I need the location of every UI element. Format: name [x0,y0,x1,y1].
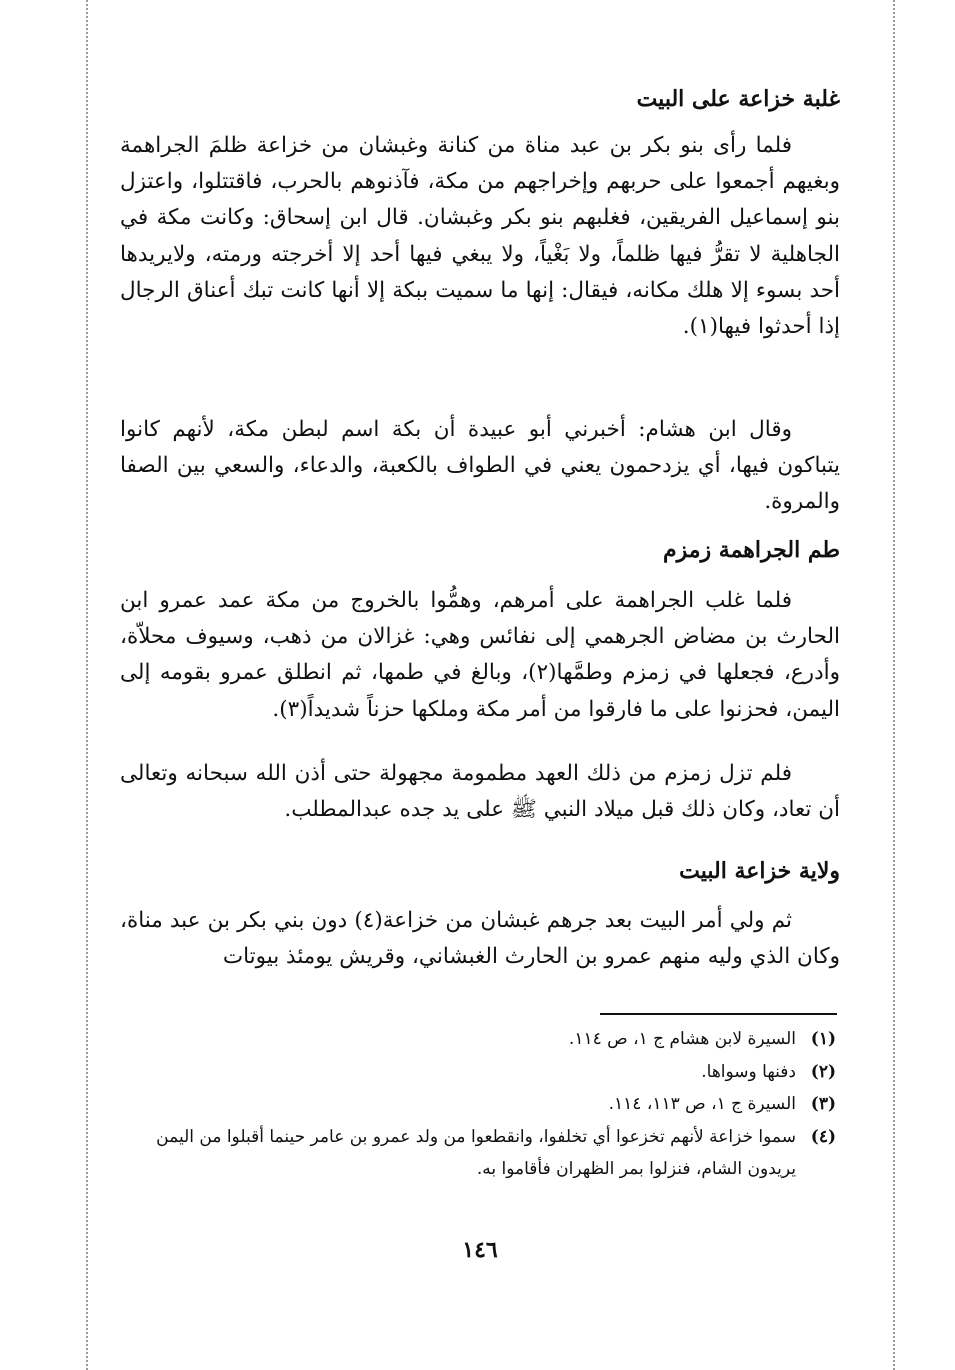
paragraph: ثم ولي أمر البيت بعد جرهم غبشان من خزاعة(٤) دون بني بكر بن عبد مناة، وكان الذي وليه منهم عمرو بن الحارث الغبشاني، وقريش يومئذ بيوتات [120,908,840,970]
footnotes [128,1023,836,1186]
section-body-zamzam-burial [120,583,840,728]
footnote-item [128,1121,836,1186]
paragraph: فلما رأى بنو بكر بن عبد مناة من كنانة وغبشان من خزاعة ظلمَ الجراهمة وبغيهم أجمعوا على حربهم وإخراجهم من مكة، فآذنوهم بالحرب، فاقتتلوا، واعتزل بنو إسماعيل الفريقين، فغلبهم بنو بكر وغبشان. قال ابن إسحاق: وكانت مكة في الجاهلية لا تقرُّ فيها ظلماً، ولا بَغْياً، ولا يبغي فيها أحد إلا أخرجته ورمته، ولايريدها أحد بسوء إلا هلك مكانه، فيقال: إنها ما سميت ببكة إلا أنها كانت تبك أعناق الرجال إذا أحدثوا فيها(١). [120,133,840,340]
footnote-text: دفنها وسواها. [701,1061,796,1082]
footnote-number: (٤) [810,1126,836,1147]
section-body-khuzaa-custody [120,903,840,975]
footnote-item [128,1088,836,1121]
right-margin-line [893,0,895,1370]
section-heading-khuzaa-dominance: غلبة خزاعة على البيت [636,86,840,112]
footnote-text: السيرة ج ١، ص ١١٣، ١١٤. [608,1094,796,1114]
page-number: ١٤٦ [462,1237,498,1263]
section-body-ibn-hisham [120,412,840,521]
left-margin-line [86,0,88,1370]
paragraph: وقال ابن هشام: أخبرني أبو عبيدة أن بكة اسم لبطن مكة، لأنهم كانوا يتباكون فيها، أي يزدحمون يعني في الطواف بالكعبة، والدعاء، والسعي بين الصفا والمروة. [120,417,840,515]
section-heading-khuzaa-custody: ولاية خزاعة البيت [679,858,840,884]
footnote-number: (٢) [810,1061,836,1082]
section-heading-zamzam-burial: طم الجراهمة زمزم [662,537,840,563]
paragraph: فلما غلب الجراهمة على أمرهم، وهمُّوا بالخروج من مكة عمد عمرو ابن الحارث بن مضاض الجرهمي إلى نفائس وهي: غزالان من ذهب، وسيوف محلاّة، وأدرع، فجعلها في زمزم وطمَّها(٢)، وبالغ في طمها، ثم انطلق عمرو بقومه إلى اليمن، فحزنوا على ما فارقوا من أمر مكة وملكها حزناً شديداً(٣). [120,588,840,722]
footnote-item [128,1056,836,1089]
section-body-khuzaa-dominance [120,128,840,345]
section-body-zamzam-restoration [120,756,840,828]
footnote-item [128,1023,836,1056]
footnote-number: (٣) [810,1094,836,1114]
footnote-number: (١) [810,1029,836,1049]
footnote-separator [600,1013,837,1015]
footnote-text: السيرة لابن هشام ج ١، ص ١١٤. [568,1029,796,1049]
footnote-text: سموا خزاعة لأنهم تخزعوا أي تخلفوا، وانقطعوا من ولد عمرو بن عامر حينما أقبلوا من اليمن يريدون الشام، فنزلوا بمر الظهران فأقاموا به. [156,1126,796,1179]
paragraph: فلم تزل زمزم من ذلك العهد مطمومة مجهولة حتى أذن الله سبحانه وتعالى أن تعاد، وكان ذلك قبل ميلاد النبي ﷺ على يد جده عبدالمطلب. [120,761,840,823]
